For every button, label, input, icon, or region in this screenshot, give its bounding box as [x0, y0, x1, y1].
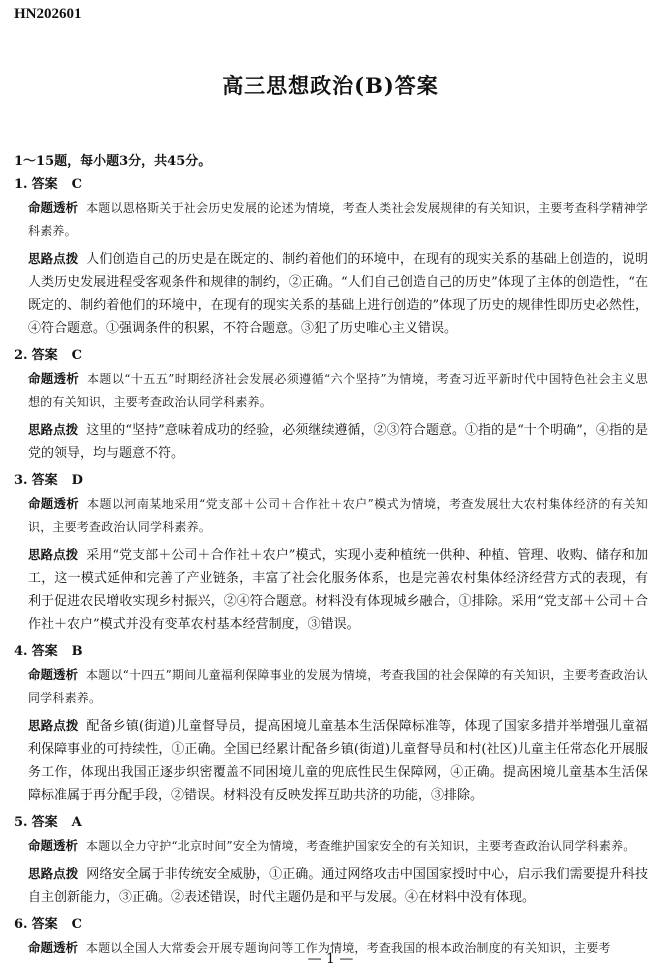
analysis-label: 命题透析 — [28, 371, 79, 386]
question-header — [14, 173, 648, 196]
question-header — [14, 811, 648, 834]
tip-label: 思路点拨 — [28, 718, 79, 733]
section-intro: 1～15题，每小题3分，共45分。 — [14, 154, 212, 169]
question-header — [14, 640, 648, 663]
analysis-text: 本题以恩格斯关于社会历史发展的论述为情境，考查人类社会发展规律的有关知识，主要考查科学精神学科素养。 — [28, 201, 648, 238]
question-item — [14, 173, 648, 340]
question-number: 1. — [14, 177, 28, 192]
analysis-label: 命题透析 — [28, 496, 80, 511]
analysis-label: 命题透析 — [28, 667, 79, 682]
question-header — [14, 344, 648, 367]
question-item — [14, 344, 648, 465]
page-title: 高三思想政治(B)答案 — [222, 73, 439, 98]
analysis-text: 本题以“十四五”期间儿童福利保障事业的发展为情境，考查我国的社会保障的有关知识，主要考查政治认同学科素养。 — [28, 668, 648, 705]
analysis-label: 命题透析 — [28, 200, 79, 215]
question-item — [14, 469, 648, 636]
answer-choice: B — [71, 644, 83, 659]
answer-content — [14, 150, 648, 960]
question-list — [14, 173, 648, 960]
analysis-label: 命题透析 — [28, 940, 79, 955]
answer-label: 答案 — [31, 815, 58, 830]
answer-choice: C — [71, 917, 82, 932]
tip-block — [28, 247, 648, 340]
question-number: 4. — [14, 644, 28, 659]
tip-text: 采用“党支部＋公司＋合作社＋农户”模式，实现小麦种植统一供种、种植、管理、收购、储存和加工，这一模式延伸和完善了产业链条，丰富了社会化服务体系，也是完善农村集体经济经营方式的表现，有利于促进农民增收实现乡村振兴，②④符合题意。材料没有体现城乡融合，①排除。采用“党支部＋公司＋合作社＋农户”模式并没有变革农村基本经营制度，③错误。 — [28, 548, 648, 632]
page-number: — 1 — — [307, 951, 354, 967]
analysis-label: 命题透析 — [28, 838, 79, 853]
analysis-block — [28, 834, 648, 858]
analysis-text: 本题以全国人大常委会开展专题询问等工作为情境，考查我国的根本政治制度的有关知识，主要考 — [86, 941, 611, 955]
question-number: 3. — [14, 473, 28, 488]
document-code: HN202601 — [14, 6, 82, 22]
answer-label: 答案 — [31, 348, 58, 363]
analysis-text: 本题以全力守护“北京时间”安全为情境，考查维护国家安全的有关知识，主要考查政治认同学科素养。 — [86, 839, 636, 853]
analysis-block — [28, 367, 648, 414]
tip-text: 配备乡镇(街道)儿童督导员，提高困境儿童基本生活保障标准等，体现了国家多措并举增强儿童福利保障事业的可持续性，①正确。全国已经累计配备乡镇(街道)儿童督导员和村(社区)儿童主任常态化开展服务工作，体现出我国正逐步织密覆盖不同困境儿童的兜底性民生保障网，④正确。提高困境儿童基本生活保障标准属于再分配手段，②错误。材料没有反映发挥互助共济的功能，③排除。 — [28, 719, 648, 803]
analysis-text: 本题以“十五五”时期经济社会发展必须遵循“六个坚持”为情境，考查习近平新时代中国特色社会主义思想的有关知识，主要考查政治认同学科素养。 — [28, 372, 648, 409]
analysis-block — [28, 492, 648, 539]
question-header — [14, 469, 648, 492]
analysis-text: 本题以河南某地采用“党支部＋公司＋合作社＋农户”模式为情境，考查发展壮大农村集体经济的有关知识，主要考查政治认同学科素养。 — [28, 497, 648, 534]
answer-choice: C — [71, 348, 82, 363]
tip-label: 思路点拨 — [28, 422, 79, 437]
tip-block — [28, 543, 648, 636]
tip-text: 网络安全属于非传统安全威胁，①正确。通过网络攻击中国国家授时中心，启示我们需要提升科技自主创新能力，③正确。②表述错误，时代主题仍是和平与发展。④在材料中没有体现。 — [28, 867, 648, 905]
question-number: 6. — [14, 917, 28, 932]
question-number: 2. — [14, 348, 28, 363]
answer-choice: C — [71, 177, 82, 192]
answer-label: 答案 — [31, 917, 58, 932]
answer-choice: A — [71, 815, 82, 830]
answer-label: 答案 — [31, 473, 58, 488]
answer-choice: D — [71, 473, 83, 488]
answer-label: 答案 — [31, 644, 58, 659]
question-header — [14, 913, 648, 936]
tip-block — [28, 714, 648, 807]
question-item — [14, 811, 648, 909]
answer-label: 答案 — [31, 177, 58, 192]
tip-block — [28, 862, 648, 909]
tip-label: 思路点拨 — [28, 866, 79, 881]
tip-text: 人们创造自己的历史是在既定的、制约着他们的环境中，在现有的现实关系的基础上创造的，说明人类历史发展进程受客观条件和规律的制约，②正确。“人们自己创造自己的历史”体现了主体的创造性，“在既定的、制约着他们的环境中，在现有的现实关系的基础上进行创造的”体现了历史的规律性即历史必然性，④符合题意。①强调条件的积累，不符合题意。③犯了历史唯心主义错误。 — [28, 252, 648, 336]
tip-label: 思路点拨 — [28, 251, 79, 266]
analysis-block — [28, 196, 648, 243]
analysis-block — [28, 663, 648, 710]
question-number: 5. — [14, 815, 28, 830]
tip-label: 思路点拨 — [28, 547, 79, 562]
tip-text: 这里的“坚持”意味着成功的经验，必须继续遵循，②③符合题意。①指的是“十个明确”，④指的是党的领导，均与题意不符。 — [28, 423, 648, 461]
tip-block — [28, 418, 648, 465]
question-item — [14, 640, 648, 807]
